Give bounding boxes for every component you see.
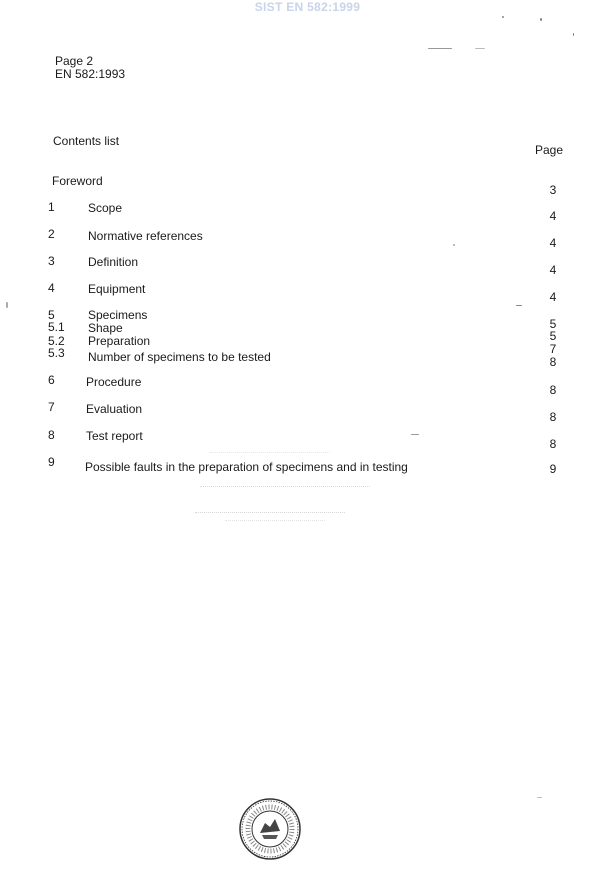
toc-page-9: 9 [549,462,557,476]
toc-label-definition: Definition [88,255,139,269]
toc-page-6: 8 [549,383,557,397]
toc-page-foreword: 3 [549,183,557,197]
toc-label-possible-faults: Possible faults in the preparation of specimens and in testing [85,460,408,474]
toc-label-procedure: Procedure [86,375,142,389]
toc-label-number-of-specimens: Number of specimens to be tested [88,350,271,364]
toc-number-1: 1 [48,200,55,214]
toc-label-equipment: Equipment [88,282,146,296]
toc-page-2: 4 [549,236,557,250]
toc-label-test-report: Test report [86,429,143,443]
toc-number-6: 6 [48,373,55,387]
toc-number-9: 9 [48,455,55,469]
watermark: SIST EN 582:1999 [254,0,361,14]
toc-number-7: 7 [48,400,55,414]
toc-label-preparation: Preparation [88,334,151,348]
toc-label-normative-references: Normative references [88,229,203,243]
toc-number-3: 3 [48,254,55,268]
toc-number-5: 5 [48,308,55,322]
toc-number-5-2: 5.2 [48,334,65,348]
toc-page-7: 8 [549,410,557,424]
official-seal-icon [238,797,302,861]
toc-page-5-3: 8 [549,355,557,369]
page-number-line: Page 2 [55,54,94,68]
toc-page-8: 8 [549,437,557,451]
page-column-heading: Page [535,143,564,157]
toc-label-scope: Scope [88,201,123,215]
toc-number-5-1: 5.1 [48,320,65,334]
toc-number-8: 8 [48,428,55,442]
toc-page-5-1: 5 [549,329,557,343]
toc-page-5-2: 7 [549,342,557,356]
toc-page-3: 4 [549,263,557,277]
toc-label-evaluation: Evaluation [86,402,143,416]
toc-page-4: 4 [549,290,557,304]
toc-label-shape: Shape [88,321,123,335]
toc-number-2: 2 [48,227,55,241]
toc-number-4: 4 [48,281,55,295]
toc-label-foreword: Foreword [52,174,103,188]
contents-title: Contents list [53,134,120,148]
toc-page-1: 4 [549,209,557,223]
toc-number-5-3: 5.3 [48,346,65,360]
toc-label-specimens: Specimens [88,308,148,322]
toc-page-5: 5 [549,317,557,331]
standard-reference-line: EN 582:1993 [55,67,126,81]
